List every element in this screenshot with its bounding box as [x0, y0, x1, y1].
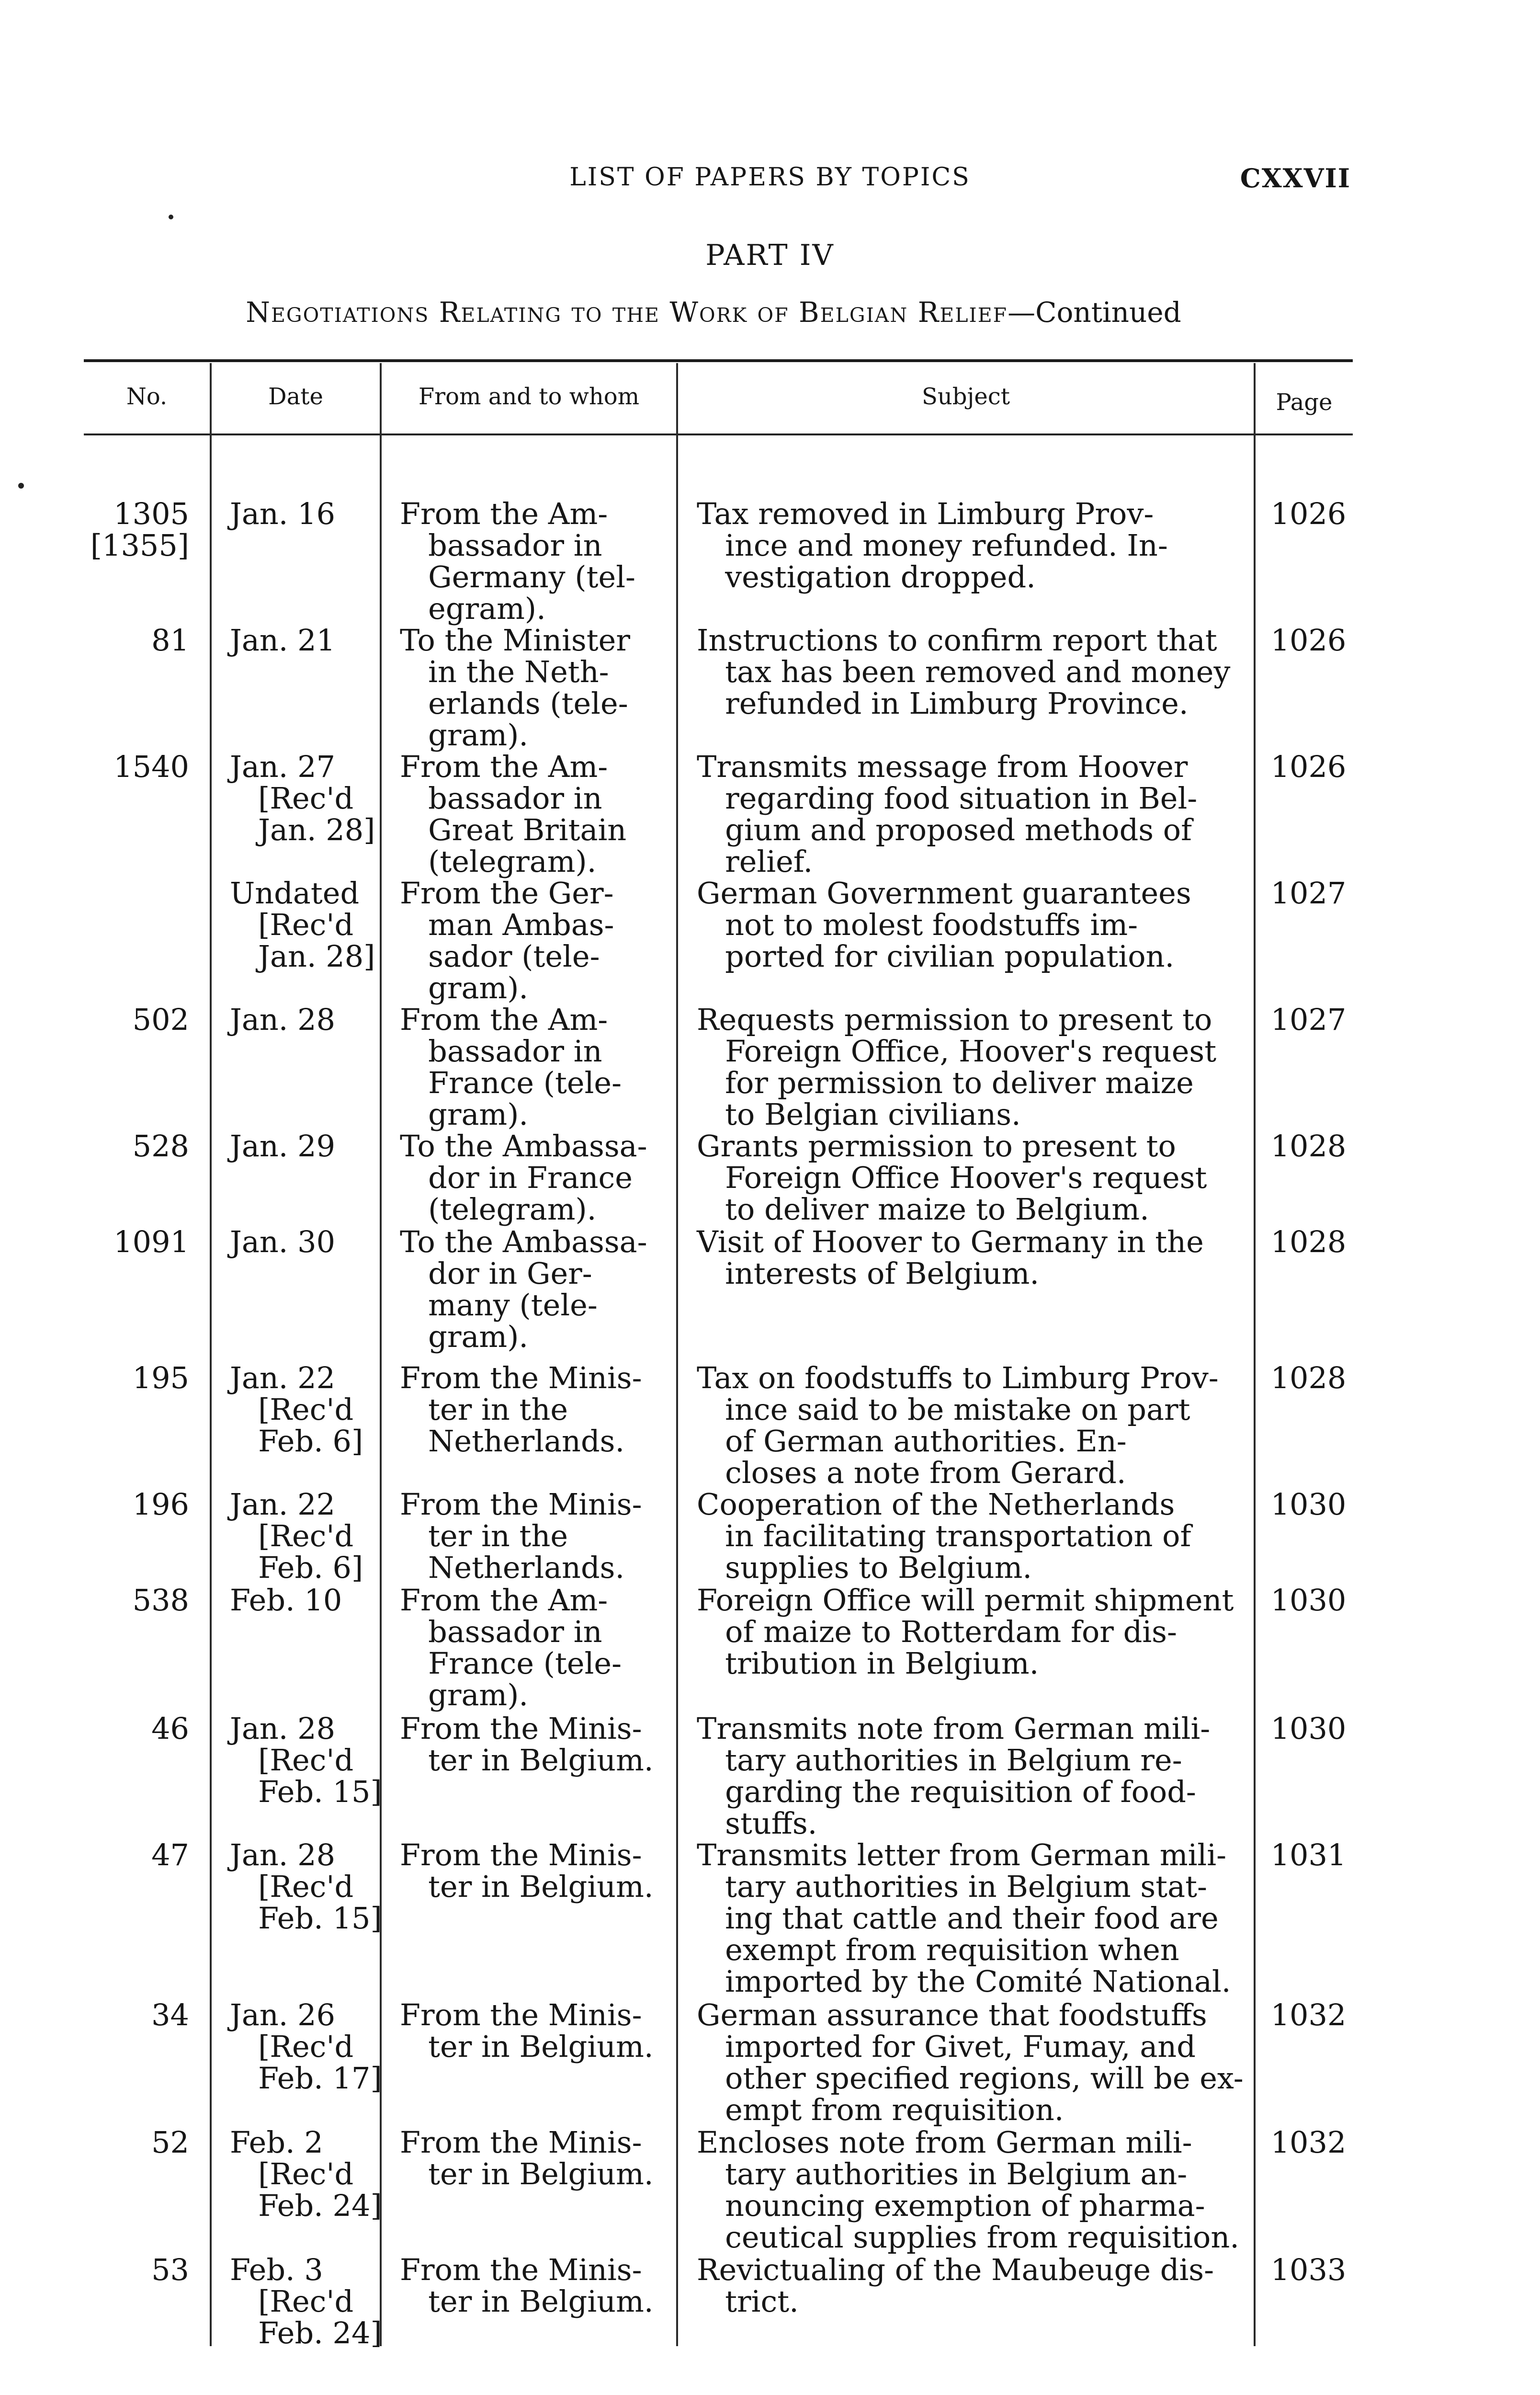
- cell-subject: Transmits letter from German mili- tary authorities in Belgium stat- ing that cattle and their food are exempt from requisition when imported by the Comité National.: [697, 1837, 1231, 1999]
- cell-page: 1032: [1270, 1997, 1347, 2032]
- cell-date: Jan. 22 [Rec'd Feb. 6]: [230, 1360, 363, 1459]
- cell-from-to: From the Minis- ter in Belgium.: [400, 2252, 654, 2319]
- cell-page: 1030: [1270, 1583, 1347, 1618]
- cell-subject: Revictualing of the Maubeuge dis- trict.: [697, 2252, 1214, 2319]
- cell-date: Feb. 2 [Rec'd Feb. 24]: [230, 2125, 382, 2223]
- cell-page: 1032: [1270, 2125, 1347, 2160]
- cell-from-to: To the Minister in the Neth- erlands (tele- gram).: [400, 623, 630, 753]
- cell-from-to: From the Am- bassador in France (tele- gram).: [400, 1002, 622, 1132]
- table-row: [0, 1226, 1540, 1362]
- table-header-rule: [84, 433, 1353, 435]
- page-number: CXXVII: [1240, 163, 1351, 194]
- cell-subject: German assurance that foodstuffs imported for Givet, Fumay, and other specified regions, will be ex- empt from requisition.: [697, 1997, 1244, 2127]
- cell-from-to: From the Minis- ter in Belgium.: [400, 1997, 654, 2064]
- table-row: [0, 1362, 1540, 1489]
- cell-date: Jan. 28 [Rec'd Feb. 15]: [230, 1711, 382, 1809]
- cell-subject: Cooperation of the Netherlands in facilitating transportation of supplies to Belgium.: [697, 1487, 1191, 1585]
- cell-subject: Transmits message from Hoover regarding food situation in Bel- gium and proposed methods of relief.: [697, 749, 1198, 879]
- table-row: [0, 1130, 1540, 1226]
- cell-no: 34: [151, 1997, 189, 2032]
- column-header-no: No.: [126, 383, 168, 410]
- cell-from-to: From the Minis- ter in Belgium.: [400, 2125, 654, 2191]
- cell-no: 195: [132, 1360, 189, 1395]
- cell-page: 1027: [1270, 876, 1347, 911]
- cell-no: 1091: [113, 1224, 189, 1259]
- cell-no: 502: [132, 1002, 189, 1037]
- cell-date: Jan. 28: [230, 1002, 336, 1037]
- table-row: [0, 1585, 1540, 1713]
- table-row: [0, 2127, 1540, 2254]
- table-row: [0, 1004, 1540, 1130]
- cell-page: 1033: [1270, 2252, 1347, 2287]
- table-row: [0, 1999, 1540, 2127]
- papers-table: [0, 498, 1540, 2360]
- table-row: [0, 625, 1540, 751]
- cell-from-to: From the Minis- ter in Belgium.: [400, 1837, 654, 1904]
- cell-no: 528: [132, 1129, 189, 1163]
- cell-from-to: To the Ambassa- dor in Ger- many (tele- gram).: [400, 1224, 647, 1354]
- section-title: Negotiations Relating to the Work of Belgian Relief: [246, 296, 1008, 329]
- cell-no: 46: [151, 1711, 189, 1746]
- table-row: [0, 2254, 1540, 2360]
- cell-page: 1026: [1270, 496, 1347, 531]
- cell-date: Jan. 30: [230, 1224, 336, 1259]
- cell-from-to: From the Am- bassador in France (tele- gram).: [400, 1583, 622, 1712]
- cell-date: Jan. 22 [Rec'd Feb. 6]: [230, 1487, 363, 1585]
- table-top-rule: [84, 359, 1353, 362]
- cell-date: Feb. 10: [230, 1583, 342, 1618]
- cell-no: 52: [151, 2125, 189, 2160]
- cell-from-to: From the Minis- ter in Belgium.: [400, 1711, 654, 1778]
- margin-mark: [169, 215, 173, 219]
- cell-subject: Encloses note from German mili- tary authorities in Belgium an- nouncing exemption of pharma- ceutical supplies from requisition.: [697, 2125, 1239, 2255]
- cell-no: 1305 [1355]: [90, 496, 189, 563]
- cell-from-to: From the Am- bassador in Germany (tel- egram).: [400, 496, 635, 626]
- cell-page: 1027: [1270, 1002, 1347, 1037]
- column-header-page: Page: [1276, 389, 1333, 416]
- cell-date: Jan. 29: [230, 1129, 336, 1163]
- cell-date: Undated [Rec'd Jan. 28]: [230, 876, 375, 974]
- cell-from-to: From the Am- bassador in Great Britain (telegram).: [400, 749, 627, 879]
- column-header-date: Date: [268, 383, 323, 410]
- cell-no: 196: [132, 1487, 189, 1522]
- margin-mark: [18, 483, 24, 489]
- section-continued: —Continued: [1008, 296, 1181, 329]
- cell-no: 53: [151, 2252, 189, 2287]
- table-row: [0, 498, 1540, 625]
- running-title: LIST OF PAPERS BY TOPICS: [569, 163, 971, 192]
- cell-page: 1028: [1270, 1360, 1347, 1395]
- cell-page: 1028: [1270, 1129, 1347, 1163]
- cell-subject: Requests permission to present to Foreign Office, Hoover's request for permission to deliver maize to Belgian civilians.: [697, 1002, 1217, 1132]
- cell-from-to: From the Minis- ter in the Netherlands.: [400, 1487, 642, 1585]
- table-row: [0, 1713, 1540, 1839]
- cell-subject: Transmits note from German mili- tary authorities in Belgium re- garding the requisition of food- stuffs.: [697, 1711, 1211, 1841]
- cell-date: Jan. 27 [Rec'd Jan. 28]: [230, 749, 375, 847]
- cell-date: Jan. 28 [Rec'd Feb. 15]: [230, 1837, 382, 1936]
- part-heading: PART IV: [705, 239, 835, 272]
- cell-subject: German Government guarantees not to molest foodstuffs im- ported for civilian population.: [697, 876, 1191, 974]
- cell-page: 1026: [1270, 623, 1347, 658]
- cell-page: 1030: [1270, 1711, 1347, 1746]
- cell-no: 1540: [113, 749, 189, 784]
- cell-from-to: From the Minis- ter in the Netherlands.: [400, 1360, 642, 1459]
- column-header-from-to: From and to whom: [418, 383, 640, 410]
- cell-subject: Visit of Hoover to Germany in the interests of Belgium.: [697, 1224, 1204, 1291]
- cell-no: 81: [151, 623, 189, 658]
- cell-date: Feb. 3 [Rec'd Feb. 24]: [230, 2252, 382, 2350]
- cell-subject: Tax on foodstuffs to Limburg Prov- ince said to be mistake on part of German authorities. En- closes a note from Gerard.: [697, 1360, 1219, 1490]
- cell-page: 1031: [1270, 1837, 1347, 1872]
- cell-page: 1028: [1270, 1224, 1347, 1259]
- cell-subject: Tax removed in Limburg Prov- ince and money refunded. In- vestigation dropped.: [697, 496, 1168, 594]
- table-row: [0, 1839, 1540, 1999]
- section-heading: [148, 296, 1279, 329]
- table-row: [0, 751, 1540, 878]
- column-header-subject: Subject: [922, 383, 1010, 410]
- cell-from-to: To the Ambassa- dor in France (telegram).: [400, 1129, 647, 1227]
- cell-page: 1030: [1270, 1487, 1347, 1522]
- cell-date: Jan. 26 [Rec'd Feb. 17]: [230, 1997, 382, 2096]
- cell-page: 1026: [1270, 749, 1347, 784]
- cell-subject: Instructions to confirm report that tax has been removed and money refunded in Limburg Province.: [697, 623, 1231, 721]
- cell-subject: Foreign Office will permit shipment of maize to Rotterdam for dis- tribution in Belgium.: [697, 1583, 1234, 1681]
- table-row: [0, 1489, 1540, 1585]
- cell-date: Jan. 16: [230, 496, 336, 531]
- cell-no: 47: [151, 1837, 189, 1872]
- cell-no: 538: [132, 1583, 189, 1618]
- cell-from-to: From the Ger- man Ambas- sador (tele- gram).: [400, 876, 614, 1005]
- cell-date: Jan. 21: [230, 623, 336, 658]
- cell-subject: Grants permission to present to Foreign Office Hoover's request to deliver maize to Belgium.: [697, 1129, 1207, 1227]
- table-row: [0, 878, 1540, 1004]
